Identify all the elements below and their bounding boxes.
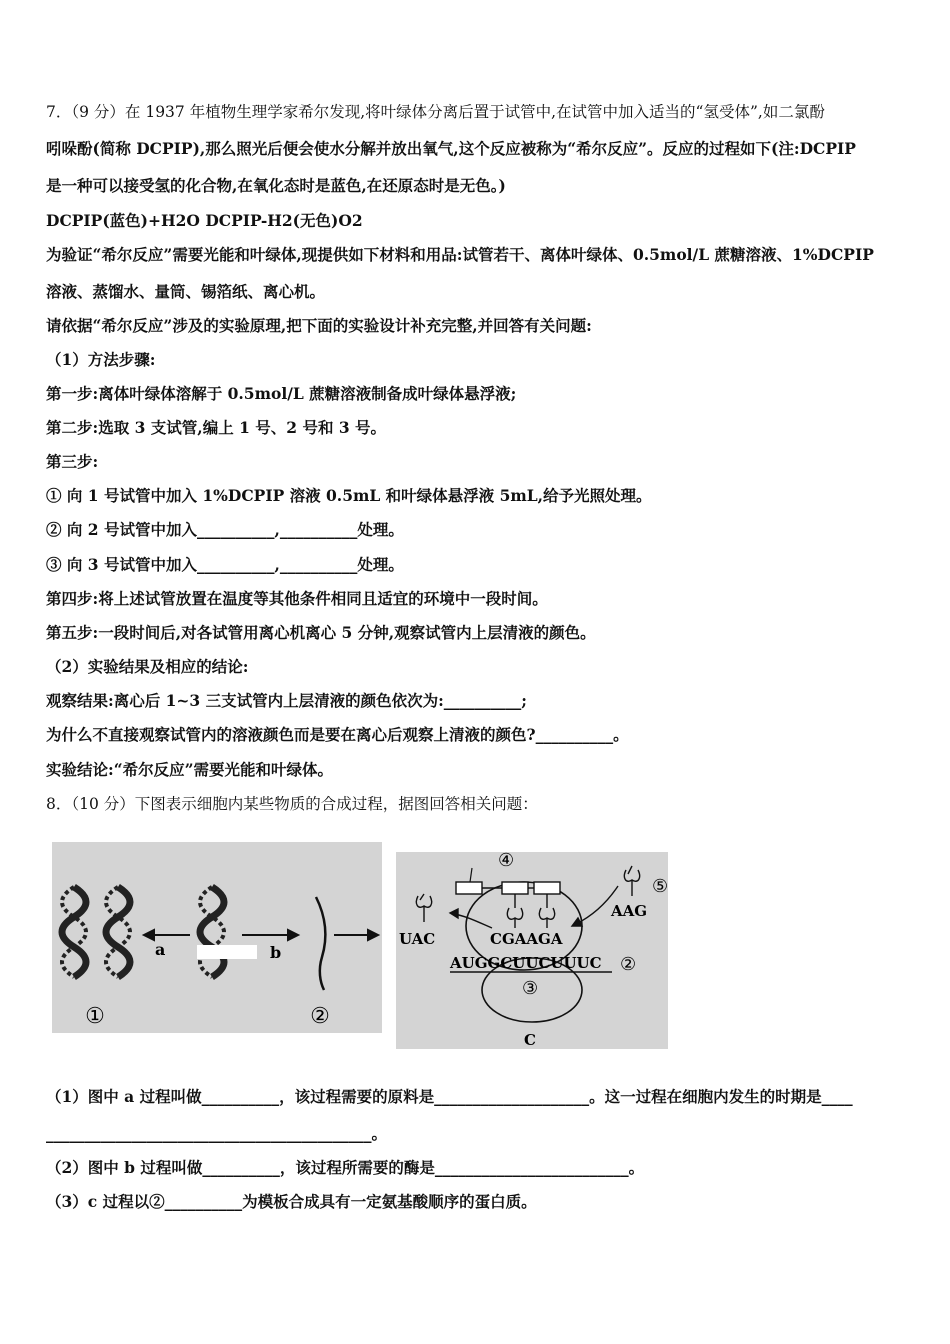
q7-part2-title: （2）实验结果及相应的结论: xyxy=(46,657,249,676)
q7-step3-a: ① 向 1 号试管中加入 1%DCPIP 溶液 0.5mL 和叶绿体悬浮液 5mL,给予光照处理。 xyxy=(46,486,652,505)
erased-patch xyxy=(197,945,257,959)
label-uac: UAC xyxy=(399,930,436,948)
label-b: b xyxy=(270,943,282,962)
q7-step3: 第三步: xyxy=(46,452,99,471)
q8-question-1-line-2: __________________________________________。 xyxy=(46,1124,388,1143)
q7-intro-line-1: 7．（9 分）在 1937 年植物生理学家希尔发现,将叶绿体分离后置于试管中,在试管中加入适当的“氢受体”,如二氯酚 xyxy=(46,103,825,121)
label-circle-4: ④ xyxy=(498,852,515,871)
label-a: a xyxy=(155,940,166,959)
peptide-chain-icon xyxy=(456,882,560,894)
q7-part1-title: （1）方法步骤: xyxy=(46,350,156,369)
label-circle-1: ① xyxy=(85,1004,105,1029)
figure-replication-transcription xyxy=(52,842,382,1033)
label-anticodons: CGAAGA xyxy=(490,930,563,948)
q8-intro: 8．（10 分）下图表示细胞内某些物质的合成过程，据图回答相关问题： xyxy=(46,795,538,813)
q8-question-1-line-1: （1）图中 a 过程叫做__________，该过程需要的原料是____________________。这一过程在细胞内发生的时期是____ xyxy=(46,1087,853,1106)
label-circle-2b: ② xyxy=(620,954,637,975)
q7-materials-line-2: 溶液、蒸馏水、量筒、锡箔纸、离心机。 xyxy=(46,282,326,301)
q7-intro-line-3: 是一种可以接受氢的化合物,在氧化态时是蓝色,在还原态时是无色。) xyxy=(46,176,506,195)
q7-conclusion: 实验结论:“希尔反应”需要光能和叶绿体。 xyxy=(46,760,334,779)
label-mrna-sequence: AUGGCUUCUUUC xyxy=(450,954,602,972)
q7-materials-line-1: 为验证“希尔反应”需要光能和叶绿体,现提供如下材料和用品:试管若干、离体叶绿体、0.5mol/L 蔗糖溶液、1%DCPIP xyxy=(46,245,874,264)
q7-step4: 第四步:将上述试管放置在温度等其他条件相同且适宜的环境中一段时间。 xyxy=(46,589,548,608)
label-c: C xyxy=(524,1031,536,1049)
q7-instruction: 请依据“希尔反应”涉及的实验原理,把下面的实验设计补充完整,并回答有关问题: xyxy=(46,316,592,335)
q7-why: 为什么不直接观察试管内的溶液颜色而是要在离心后观察上清液的颜色?__________。 xyxy=(46,725,629,744)
q7-step2: 第二步:选取 3 支试管,编上 1 号、2 号和 3 号。 xyxy=(46,418,387,437)
label-aag: AAG xyxy=(611,902,648,920)
q8-question-3: （3）c 过程以②__________为模板合成具有一定氨基酸顺序的蛋白质。 xyxy=(46,1192,537,1211)
q7-intro-line-2: 吲哚酚(简称 DCPIP),那么照光后便会使水分解并放出氧气,这个反应被称为“希尔反应”。反应的过程如下(注:DCPIP xyxy=(46,139,856,158)
label-circle-3: ③ xyxy=(522,978,539,999)
q8-question-2: （2）图中 b 过程叫做__________，该过程所需要的酶是_________________________。 xyxy=(46,1158,645,1177)
label-circle-2: ② xyxy=(310,1004,330,1029)
q7-equation: DCPIP(蓝色)+H2O DCPIP-H2(无色)O2 xyxy=(46,211,363,230)
q7-observation: 观察结果:离心后 1~3 三支试管内上层清液的颜色依次为:__________; xyxy=(46,691,528,710)
q7-step3-c: ③ 向 3 号试管中加入__________,__________处理。 xyxy=(46,555,404,574)
figure-translation xyxy=(396,852,668,1049)
q7-step5: 第五步:一段时间后,对各试管用离心机离心 5 分钟,观察试管内上层清液的颜色。 xyxy=(46,623,596,642)
q7-step3-b: ② 向 2 号试管中加入__________,__________处理。 xyxy=(46,520,404,539)
label-circle-5: ⑤ xyxy=(652,876,668,897)
q7-step1: 第一步:离体叶绿体溶解于 0.5mol/L 蔗糖溶液制备成叶绿体悬浮液; xyxy=(46,384,517,403)
